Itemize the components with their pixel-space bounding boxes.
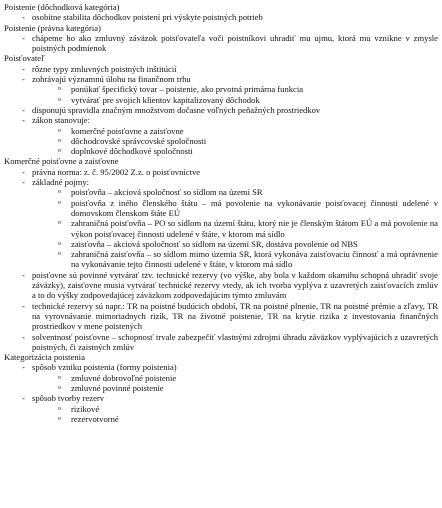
circle-bullet: o (58, 220, 61, 227)
sub-list-item (4, 218, 438, 239)
sub-list-item (4, 84, 438, 94)
dash-bullet: - (22, 104, 25, 115)
sub-list-item (4, 373, 438, 383)
sub-list-item (4, 146, 438, 156)
circle-bullet: o (58, 96, 61, 103)
section-heading: Poistenie (dôchodková kategória) (4, 2, 120, 12)
circle-bullet: o (58, 415, 61, 422)
list-item (4, 115, 438, 125)
dash-bullet: - (22, 74, 25, 85)
section-heading: Kategorizácia poistenia (4, 352, 85, 363)
list-item (4, 270, 438, 301)
sub-list-item-text: rezervotvorné (71, 413, 119, 424)
sub-list-item (4, 249, 438, 270)
list-item-text: osobitne stabilita dôchodkov poistení pri výskyte poistných potrieb (32, 12, 263, 23)
dash-bullet: - (22, 300, 25, 311)
list-item (4, 74, 438, 84)
sub-list-item-text: zahraničná zaisťovňa – so sídlom mimo územia SR, ktorá vykonáva zaisťovaciu činnosť a má oprávnenie na vykonávanie tejto činnosti udelené v štáte, v ktorom má sídlo (71, 249, 438, 270)
sub-list-item-text: dôchodcovské správcovské spoločnosti (71, 135, 207, 146)
sub-list-item (4, 126, 438, 136)
sub-list-item-text: poisťovňa z iného členského štátu – má povolenie na vykonávanie poisťovacej činnosti udelené v domovskom členskom štáte EÚ (71, 197, 438, 218)
sub-list-item (4, 136, 438, 146)
sub-list-item (4, 383, 438, 393)
list-item (4, 332, 438, 353)
circle-bullet: o (58, 148, 61, 155)
sub-list-item-text: zmluvné dobrovoľné poistenie (71, 372, 177, 383)
list-item-text: chápeme ho ako zmluvný záväzok poisťovateľa voči poistníkovi uhradiť mu ujmu, ktorá mu vznikne v zmysle poistných podmienok (32, 32, 438, 54)
circle-bullet: o (58, 199, 61, 206)
list-item-text: zákon stanovuje: (32, 115, 90, 126)
sub-list-item-text: zaisťovňa – akciová spoločnosť so sídlom na území SR, dostáva povolenie od NBS (71, 238, 358, 249)
circle-bullet: o (58, 240, 61, 247)
sub-list-item-text: rizikové (71, 403, 100, 414)
list-item (4, 33, 438, 54)
sub-list-item-text: vytvárať pre svojich klientov kapitalizovaný dôchodok (71, 94, 260, 105)
dash-bullet: - (22, 393, 25, 404)
sub-list-item (4, 95, 438, 105)
section-heading: Poisťovateľ (4, 53, 45, 64)
list-item-text: solventnosť poisťovne – schopnosť trvale zabezpečiť vlastnými zdrojmi úhradu záväzkov vyplývajúcich z uzavretých poistných, či zaistných zmlúv (32, 331, 438, 352)
circle-bullet: o (58, 384, 61, 391)
list-item (4, 393, 438, 403)
circle-bullet: o (58, 137, 61, 144)
list-item-text: zohrávajú významnú úlohu na finančnom trhu (32, 74, 191, 85)
circle-bullet: o (58, 189, 61, 196)
sub-list-item (4, 239, 438, 249)
list-item-text: rôzne typy zmluvných poistných inštitúcií (32, 63, 177, 74)
list-item-text: disponujú spravidla značným množstvom dočasne voľných peňažných prostriedkov (32, 104, 321, 115)
circle-bullet: o (58, 251, 61, 258)
list-item-text: spôsob vzniku poistenia (formy poistenia) (32, 362, 177, 373)
sub-list-item-text: poisťovňa – akciová spoločnosť so sídlom na území SR (71, 187, 263, 198)
sub-list-item-text: zmluvné povinné poistenie (71, 382, 164, 393)
sub-list-item (4, 414, 438, 424)
sub-list-item-text: doplnkové dôchodkové spoločnosti (71, 146, 193, 157)
list-item (4, 301, 438, 332)
list-item (4, 64, 438, 74)
sub-list-item (4, 187, 438, 197)
sub-list-item (4, 404, 438, 414)
sub-list-item-text: zahraničná poisťovňa – PO so sídlom na území štátu, ktorý nie je členským štátom EÚ a má povolenie na výkon poisťovacej činnosti udelené v štáte, v ktorom má sídlo (71, 218, 438, 239)
list-item (4, 167, 438, 177)
section-heading: Komerčné poisťovne a zaisťovne (4, 156, 119, 167)
sub-list-item-text: komerčné poisťovne a zaisťovne (71, 125, 184, 136)
document-page (4, 2, 438, 424)
list-item-text: základné pojmy: (32, 177, 90, 188)
sub-list-item (4, 198, 438, 219)
list-item (4, 177, 438, 187)
list-item (4, 362, 438, 372)
dash-bullet: - (22, 63, 25, 74)
circle-bullet: o (58, 127, 61, 134)
list-item-text: poisťovne sú povinné vytvárať tzv. technické rezervy (vo výške, aby bola v každom okamihu schopná uhradiť svoje záväzky), zaisťovne musia vytvárať technické rezervy vtedy, ak ich tvorba vyplýva z uzavretých zaisťovacích zmlúv a to do výšky zodpovedajúcej záväzkom zodpovedajúcim týmto zmluvám (32, 269, 438, 301)
list-item-text: právna norma: z. č. 95/2002 Z.z. o poisťovníctve (32, 166, 201, 177)
dash-bullet: - (22, 331, 25, 342)
dash-bullet: - (22, 362, 25, 373)
list-item-text: spôsob tvorby rezerv (32, 393, 105, 404)
section-heading: Poistenie (právna kategória) (4, 22, 101, 33)
list-item-text: technické rezervy sú napr.: TR na poistné budúcich období, TR na poistné plnenie, TR na poistné prémie a zľavy, TR na vyrovnávanie mimoriadnych rizík, TR na životné poistenie, TR na krytie rizika z investovania finančných prostriedkov v mene poistených (32, 300, 438, 332)
sub-list-item-text: ponúkať špecifický tovar – poistenie, ako prvotná primárna funkcia (71, 84, 304, 95)
dash-bullet: - (22, 269, 25, 280)
dash-bullet: - (22, 12, 25, 23)
dash-bullet: - (22, 32, 25, 43)
list-item (4, 105, 438, 115)
circle-bullet: o (58, 405, 61, 412)
dash-bullet: - (22, 177, 25, 188)
circle-bullet: o (58, 374, 61, 381)
circle-bullet: o (58, 86, 61, 93)
dash-bullet: - (22, 115, 25, 126)
list-item (4, 12, 438, 22)
dash-bullet: - (22, 166, 25, 177)
